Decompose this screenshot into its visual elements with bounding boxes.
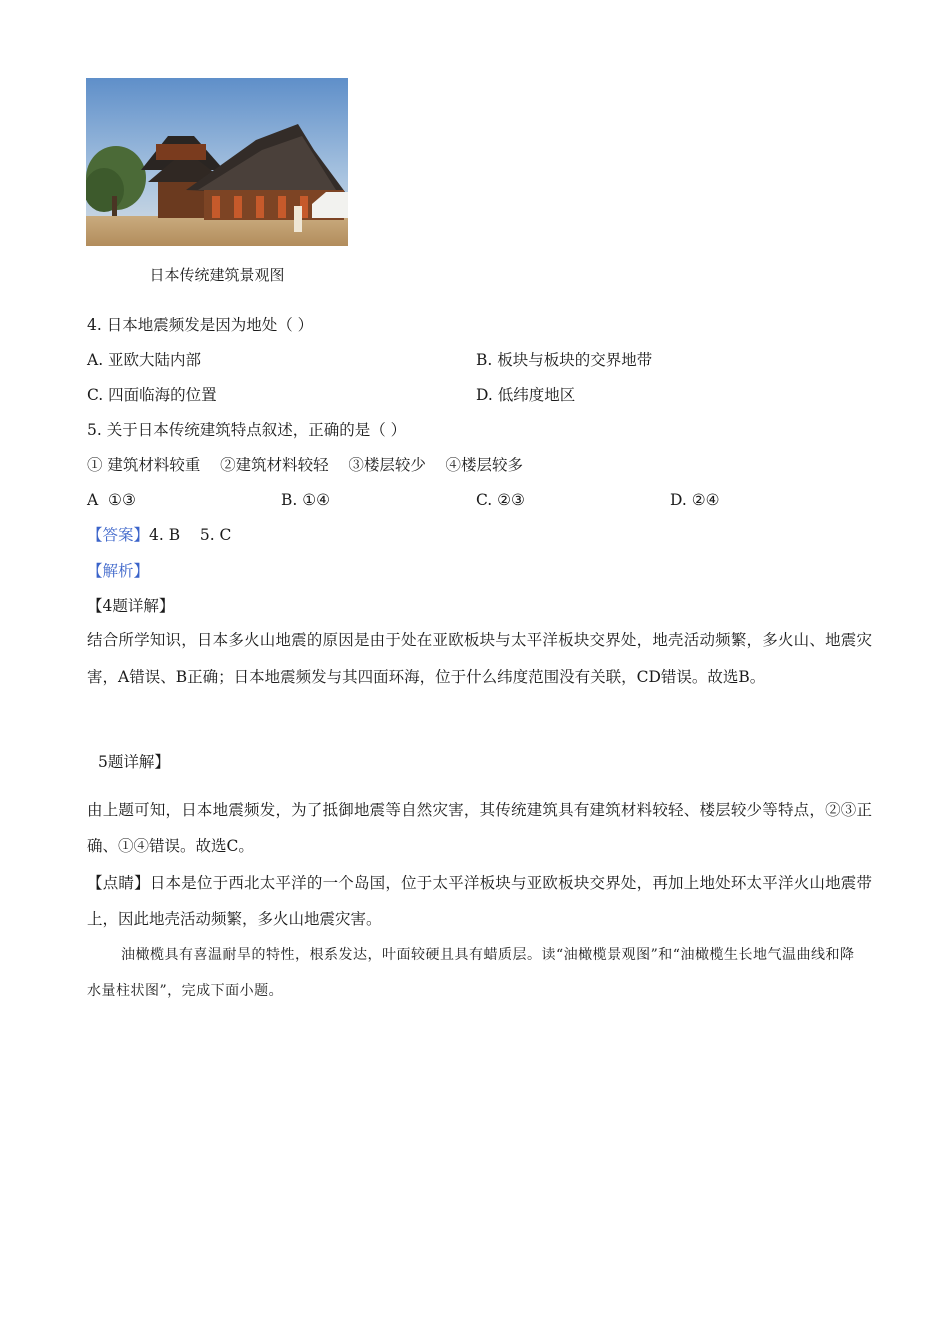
q5-option-a: A ①③ [87, 491, 136, 509]
q5-statements: ① 建筑材料较重 ②建筑材料较轻 ③楼层较少 ④楼层较多 [87, 456, 524, 474]
q4-option-c: C. 四面临海的位置 [87, 386, 217, 404]
japanese-temple-photo [86, 78, 348, 246]
q5-detail-text: 由上题可知，日本地震频发，为了抵御地震等自然灾害，其传统建筑具有建筑材料较轻、楼层较少等特点，②③正确、①④错误。故选C。 [87, 801, 872, 855]
question-5-stem: 5. 关于日本传统建筑特点叙述，正确的是（ ） [87, 421, 407, 439]
q4-option-d: D. 低纬度地区 [476, 386, 576, 404]
q4-option-b: B. 板块与板块的交界地带 [476, 351, 653, 369]
tip-label: 【点睛】 [87, 874, 150, 892]
tip-paragraph [87, 865, 872, 937]
q5-option-b: B. ①④ [281, 491, 331, 509]
q5-option-d: D. ②④ [670, 491, 720, 509]
analysis-label: 【解析】 [87, 562, 150, 580]
answer-label: 【答案】 [87, 526, 150, 544]
tip-text: 日本是位于西北太平洋的一个岛国，位于太平洋板块与亚欧板块交界处，再加上地处环太平洋火山地震带上，因此地壳活动频繁，多火山地震灾害。 [87, 874, 872, 928]
q4-option-a: A. 亚欧大陆内部 [87, 351, 202, 369]
answer-line [87, 525, 231, 545]
next-question-intro: 油橄榄具有喜温耐旱的特性，根系发达，叶面较硬且具有蜡质层。读“油橄榄景观图”和“油橄榄生长地气温曲线和降水量柱状图”，完成下面小题。 [87, 947, 855, 999]
q4-detail-title: 【4题详解】 [87, 597, 175, 615]
q5-detail-title: 5题详解】 [98, 753, 170, 771]
question-4-stem: 4. 日本地震频发是因为地处（ ） [87, 316, 314, 334]
q5-option-c: C. ②③ [476, 491, 525, 509]
answer-value: 4. B 5. C [149, 526, 232, 544]
q4-detail-text: 结合所学知识，日本多火山地震的原因是由于处在亚欧板块与太平洋板块交界处，地壳活动频繁，多火山、地震灾害，A错误、B正确；日本地震频发与其四面环海，位于什么纬度范围没有关联，CD错误。故选B。 [87, 631, 872, 686]
figure-caption: 日本传统建筑景观图 [149, 266, 285, 284]
